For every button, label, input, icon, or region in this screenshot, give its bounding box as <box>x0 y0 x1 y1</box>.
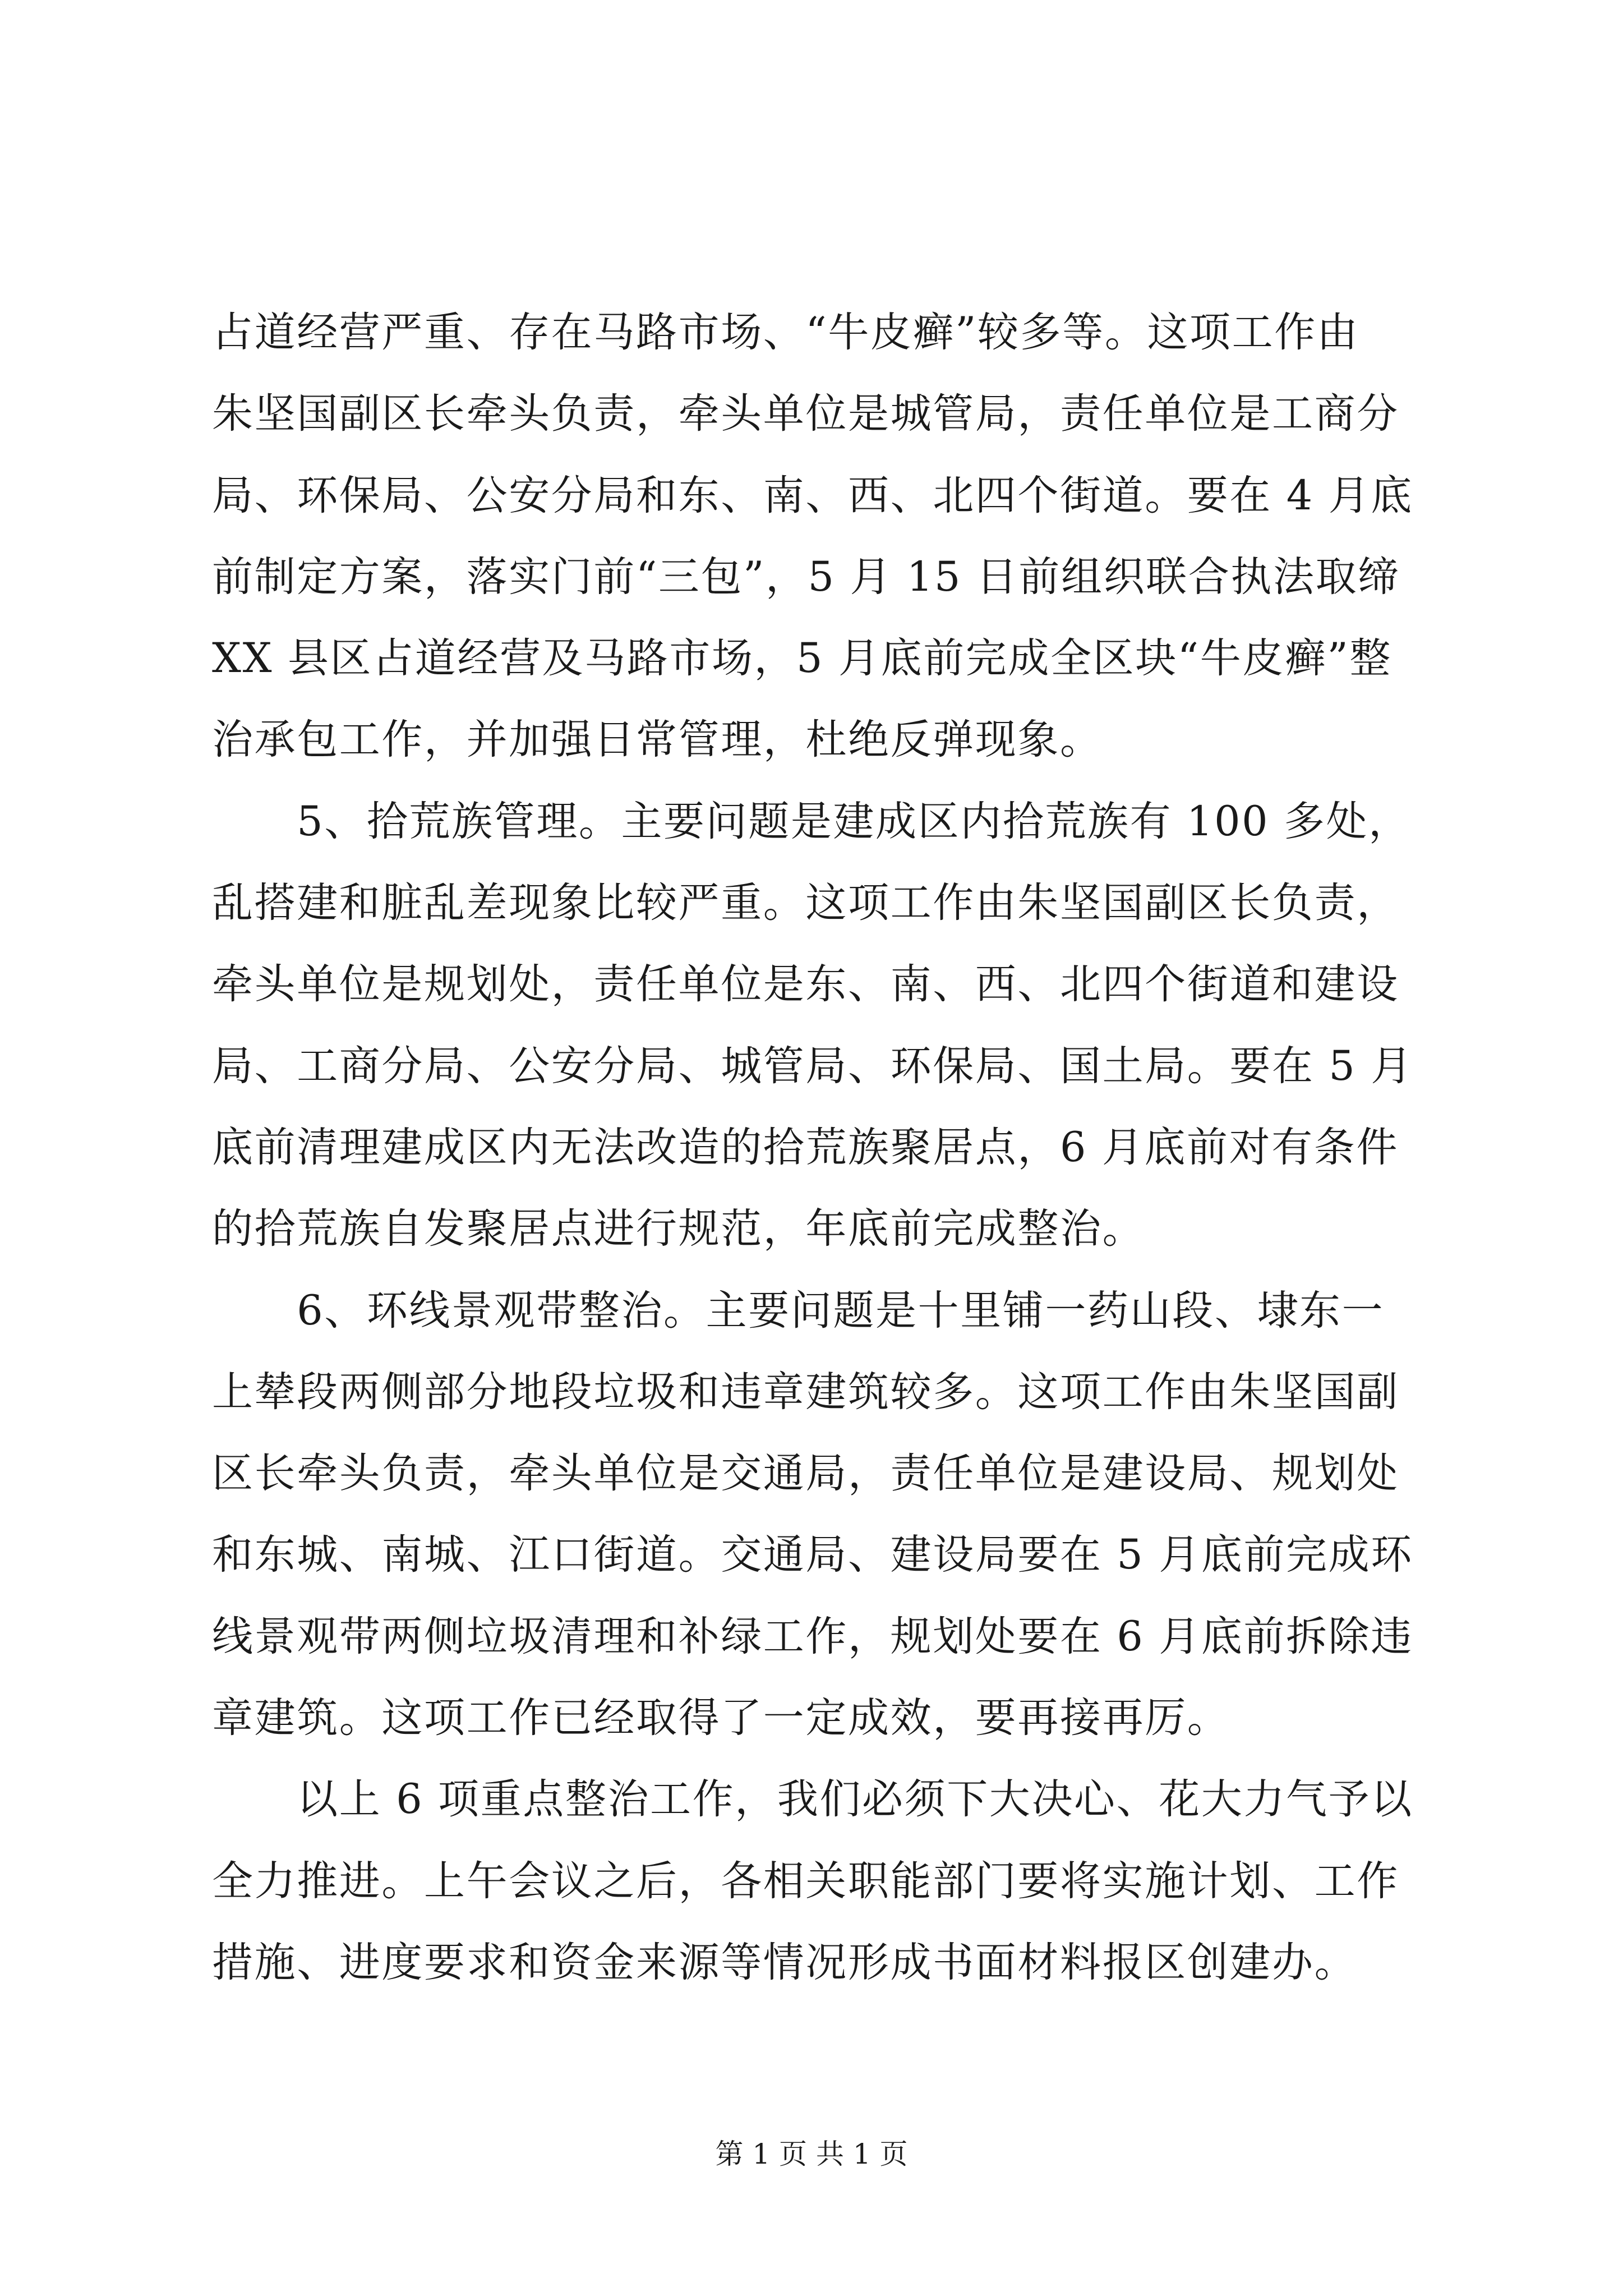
text-line: 线景观带两侧垃圾清理和补绿工作，规划处要在 6 月底前拆除违 <box>212 1612 1413 1660</box>
paragraph-start-line: 5、拾荒族管理。主要问题是建成区内拾荒族有 100 多处， <box>212 797 1411 845</box>
page-footer <box>0 2137 1623 2171</box>
text-line: 朱坚国副区长牵头负责，牵头单位是城管局，责任单位是工商分 <box>212 390 1399 438</box>
text-line: 治承包工作，并加强日常管理，杜绝反弹现象。 <box>212 716 1103 764</box>
text-line: 和东城、南城、江口街道。交通局、建设局要在 5 月底前完成环 <box>212 1531 1413 1579</box>
text-line: 乱搭建和脏乱差现象比较严重。这项工作由朱坚国副区长负责， <box>212 879 1399 927</box>
text-line: 上辇段两侧部分地段垃圾和违章建筑较多。这项工作由朱坚国副 <box>212 1368 1399 1416</box>
paragraph-start-line: 以上 6 项重点整治工作，我们必须下大决心、花大力气予以 <box>212 1775 1413 1824</box>
text-line: 区长牵头负责，牵头单位是交通局，责任单位是建设局、规划处 <box>212 1450 1399 1498</box>
text-line: 局、环保局、公安分局和东、南、西、北四个街道。要在 4 月底 <box>212 471 1413 519</box>
paragraph-start-line: 6、环线景观带整治。主要问题是十里铺一药山段、埭东一 <box>212 1286 1385 1335</box>
text-line: 底前清理建成区内无法改造的拾荒族聚居点，6 月底前对有条件 <box>212 1123 1399 1171</box>
text-line: 章建筑。这项工作已经取得了一定成效，要再接再厉。 <box>212 1694 1230 1742</box>
text-line: 措施、进度要求和资金来源等情况形成书面材料报区创建办。 <box>212 1938 1357 1986</box>
text-line: 前制定方案，落实门前“三包”，5 月 15 日前组织联合执法取缔 <box>212 553 1400 601</box>
text-line: 局、工商分局、公安分局、城管局、环保局、国土局。要在 5 月 <box>212 1042 1413 1090</box>
text-line: 牵头单位是规划处，责任单位是东、南、西、北四个街道和建设 <box>212 960 1399 1009</box>
page-number-label: 第 1 页 共 1 页 <box>715 2138 908 2170</box>
text-line: XX 县区占道经营及马路市场，5 月底前完成全区块“牛皮癣”整 <box>212 634 1393 683</box>
text-line: 的拾荒族自发聚居点进行规范，年底前完成整治。 <box>212 1205 1145 1253</box>
document-body <box>212 292 1423 2003</box>
text-line: 全力推进。上午会议之后，各相关职能部门要将实施计划、工作 <box>212 1857 1399 1905</box>
text-line: 占道经营严重、存在马路市场、“牛皮癣”较多等。这项工作由 <box>212 309 1359 356</box>
